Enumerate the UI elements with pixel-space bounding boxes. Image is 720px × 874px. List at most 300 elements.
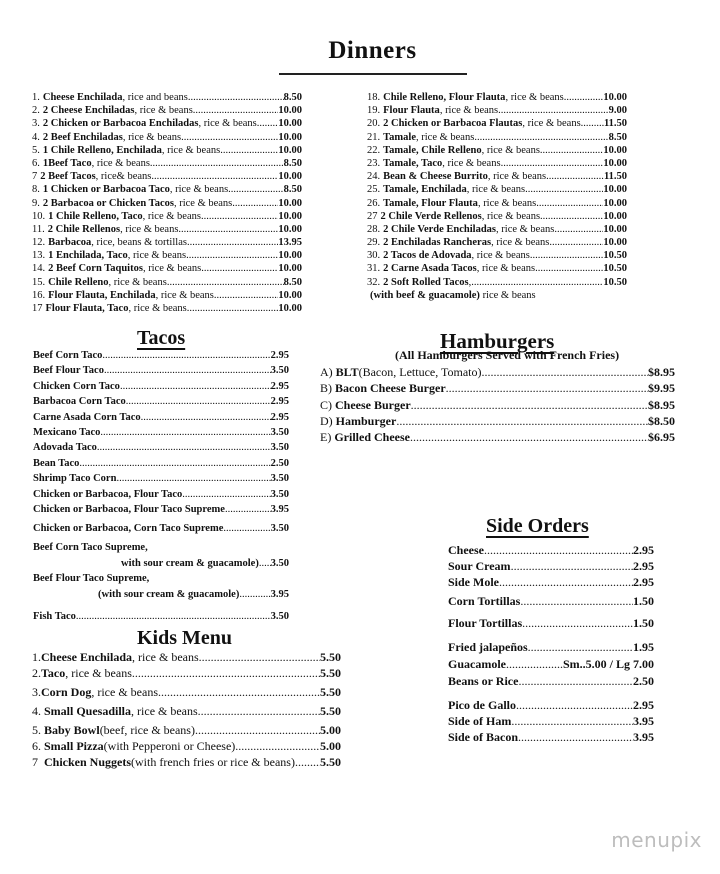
item-price: 11.50 bbox=[603, 171, 627, 183]
item-number: 4. bbox=[32, 704, 41, 718]
item-number: D) bbox=[320, 413, 333, 428]
dinner-item bbox=[32, 91, 302, 104]
kids-item bbox=[32, 754, 341, 770]
item-price: 3.50 bbox=[270, 442, 289, 454]
hamburgers-title: Hamburgers bbox=[440, 329, 555, 353]
item-price: 2.95 bbox=[270, 411, 289, 423]
dinner-item bbox=[32, 276, 302, 289]
item-price: 5.50 bbox=[320, 650, 341, 664]
item-description: , rice & beans bbox=[122, 131, 182, 143]
side-item bbox=[448, 697, 654, 713]
item-price: 10.00 bbox=[278, 105, 302, 117]
item-number: 31. bbox=[367, 263, 381, 275]
item-description: , rice & beans bbox=[128, 303, 187, 314]
item-description: (with Pepperoni or Cheese) bbox=[103, 739, 236, 753]
item-price: 5.50 bbox=[320, 755, 341, 769]
item-price: 2.95 bbox=[270, 396, 289, 408]
dinner-item bbox=[367, 131, 627, 144]
item-name: 2 Chile Verde Enchiladas bbox=[383, 223, 497, 235]
item-price: 10.00 bbox=[278, 131, 302, 143]
item-description: (with french fries or rice & beans) bbox=[131, 755, 295, 769]
item-name: Flour Flauta bbox=[383, 105, 440, 117]
item-name: Tamale, Enchilada bbox=[383, 184, 467, 196]
item-number: B) bbox=[320, 381, 332, 396]
item-number: 16. bbox=[32, 289, 46, 301]
dinner-item bbox=[367, 223, 627, 236]
item-description: , rice & beans bbox=[505, 92, 564, 103]
item-number: 19. bbox=[367, 105, 381, 117]
item-name: 2 Tacos de Adovada bbox=[383, 250, 472, 262]
dinner-item bbox=[367, 236, 627, 249]
item-price: 10.50 bbox=[603, 250, 627, 262]
item-name: Baby Bowl bbox=[44, 723, 100, 737]
side-item bbox=[448, 638, 654, 656]
item-price: 5.50 bbox=[320, 685, 341, 699]
tacos-list bbox=[33, 348, 289, 537]
dinner-item bbox=[32, 197, 302, 210]
item-description: (Bacon, Lettuce, Tomato) bbox=[358, 365, 482, 379]
item-name: 2 Chile Verde Rellenos bbox=[380, 210, 482, 222]
dinner-item bbox=[367, 170, 627, 183]
side-item bbox=[448, 713, 654, 729]
item-price: 10.00 bbox=[278, 263, 302, 275]
item-number: 26. bbox=[367, 197, 381, 209]
item-description: , rice & beans bbox=[134, 105, 193, 117]
item-description: , rice & beans bbox=[481, 210, 541, 222]
item-name: Carne Asada Corn Taco bbox=[33, 411, 141, 423]
tacos-title: Tacos bbox=[137, 327, 186, 349]
side-item bbox=[448, 574, 654, 590]
dinner-item bbox=[32, 170, 302, 183]
item-name: Flour Flauta, Taco bbox=[45, 303, 129, 314]
dinner-item bbox=[367, 197, 627, 210]
item-price: 3.50 bbox=[270, 611, 289, 622]
note-bold: (with beef & guacamole) bbox=[370, 289, 480, 301]
item-price: 5.50 bbox=[320, 666, 341, 680]
item-price: 10.00 bbox=[278, 303, 302, 314]
item-price: 2.95 bbox=[270, 380, 289, 392]
item-price: 3.95 bbox=[270, 589, 289, 600]
item-number: 25. bbox=[367, 184, 381, 196]
item-price: 10.00 bbox=[278, 210, 302, 222]
taco-item bbox=[33, 394, 289, 409]
side-item bbox=[448, 558, 654, 574]
taco-item bbox=[33, 502, 289, 517]
item-price: $8.50 bbox=[648, 413, 675, 428]
item-price: 10.00 bbox=[278, 118, 302, 130]
item-description: , rice & beans bbox=[471, 250, 530, 262]
item-name: Chicken or Barbacoa, Corn Taco Supreme bbox=[33, 523, 224, 535]
item-name: Cheese Burger bbox=[335, 397, 411, 412]
kids-list bbox=[32, 649, 341, 770]
item-price: 11.50 bbox=[603, 118, 627, 130]
item-price: 3.95 bbox=[633, 730, 654, 744]
item-price: 2.95 bbox=[270, 350, 289, 361]
taco-item bbox=[33, 348, 289, 363]
dinner-item bbox=[32, 236, 302, 249]
item-name-note: with sour cream & guacamole) bbox=[121, 558, 259, 569]
dinner-item bbox=[32, 157, 302, 170]
item-price: 10.00 bbox=[603, 223, 627, 235]
side-orders-list bbox=[448, 542, 654, 745]
item-name: Grilled Cheese bbox=[334, 430, 410, 445]
side-item bbox=[448, 542, 654, 558]
hamburgers-subtitle: (All Hamburgers Served with French Fries) bbox=[395, 348, 620, 362]
taco-item bbox=[33, 425, 289, 440]
item-description: , rice & beans bbox=[439, 105, 499, 117]
dinner-item bbox=[367, 117, 627, 130]
taco-item bbox=[33, 456, 289, 471]
item-number: 22. bbox=[367, 144, 381, 156]
item-description: , rice and beans bbox=[122, 92, 188, 103]
side-item bbox=[448, 656, 654, 673]
item-name: 2 Enchiladas Rancheras bbox=[383, 237, 492, 249]
item-number: 17 bbox=[32, 303, 43, 314]
item-name: Flour Flauta, Enchilada bbox=[48, 289, 156, 301]
item-number: C) bbox=[320, 397, 332, 412]
dinner-item bbox=[32, 131, 302, 144]
item-number: 5. bbox=[32, 144, 40, 156]
dinner-item bbox=[367, 210, 627, 223]
item-number: 11. bbox=[32, 223, 45, 235]
item-name: 2 Beef Corn Taquitos bbox=[48, 263, 143, 275]
side-item bbox=[448, 673, 654, 690]
item-name: Cheese Enchilada bbox=[42, 92, 123, 103]
item-description: , rice & beans bbox=[120, 223, 179, 235]
item-price: 10.00 bbox=[603, 197, 627, 209]
item-price: 10.00 bbox=[603, 237, 627, 249]
item-price: 3.50 bbox=[270, 488, 289, 500]
item-name: Beef Flour Taco bbox=[33, 365, 104, 377]
taco-item bbox=[33, 471, 289, 486]
item-name: Chile Relleno bbox=[48, 276, 109, 288]
item-number: 21. bbox=[367, 131, 381, 143]
item-name: 1 Chicken or Barbacoa Taco bbox=[42, 184, 170, 196]
item-number: 30. bbox=[367, 250, 381, 262]
item-price: 8.50 bbox=[283, 92, 302, 103]
item-number: 23. bbox=[367, 157, 381, 169]
item-number: 7 bbox=[32, 171, 38, 183]
item-name: Fried jalapeños bbox=[448, 640, 528, 654]
item-name: BLT bbox=[335, 365, 359, 379]
item-price: 8.50 bbox=[283, 157, 302, 169]
dinner-item bbox=[32, 183, 302, 196]
item-name: Cheese Enchilada bbox=[41, 650, 133, 664]
item-name: Corn Dog bbox=[41, 685, 92, 699]
item-number: 3. bbox=[32, 685, 41, 699]
item-name: Flour Tortillas bbox=[448, 616, 523, 630]
item-name: Shrimp Taco Corn bbox=[33, 473, 117, 485]
item-name: 1 Enchilada, Taco bbox=[48, 250, 128, 262]
item-name: Chicken Nuggets bbox=[44, 755, 132, 769]
taco-item bbox=[33, 410, 289, 425]
item-price: 8.50 bbox=[283, 184, 302, 196]
item-number: 7 bbox=[32, 755, 38, 769]
item-number: 10. bbox=[32, 210, 46, 222]
item-name: 2 Chicken or Barbacoa Enchiladas bbox=[42, 118, 199, 130]
item-name: Tamale, Taco bbox=[383, 157, 443, 169]
taco-supreme-corn bbox=[33, 541, 289, 570]
item-description: , rice & beans bbox=[161, 144, 221, 156]
dinner-item bbox=[32, 117, 302, 130]
item-number: 1. bbox=[32, 92, 40, 103]
item-name: Barbacoa Corn Taco bbox=[33, 396, 126, 408]
item-number: 27 bbox=[367, 210, 378, 222]
item-name: Bean & Cheese Burrito bbox=[383, 171, 488, 183]
item-number: 2. bbox=[32, 105, 40, 117]
item-price: 5.50 bbox=[320, 704, 341, 718]
item-description: , rice & beans bbox=[142, 210, 201, 222]
item-description: , rice & beans bbox=[491, 237, 550, 249]
item-price: 8.50 bbox=[608, 131, 627, 143]
dinner-item bbox=[32, 249, 302, 262]
item-price: 10.00 bbox=[278, 171, 302, 183]
item-description: , rice & beans bbox=[132, 650, 199, 664]
item-price: 10.00 bbox=[603, 184, 627, 196]
dinners-list-right bbox=[367, 91, 627, 302]
item-number: 2. bbox=[32, 666, 41, 680]
item-name: Taco bbox=[41, 666, 66, 680]
item-number: 28. bbox=[367, 223, 381, 235]
item-price: 3.50 bbox=[270, 365, 289, 377]
item-price: 10.00 bbox=[278, 289, 302, 301]
item-name: Fish Taco bbox=[33, 611, 76, 622]
item-name: Cheese bbox=[448, 543, 484, 557]
item-number: 14. bbox=[32, 263, 46, 275]
dinner-item bbox=[367, 91, 627, 104]
kids-item bbox=[32, 738, 341, 754]
taco-item bbox=[33, 363, 289, 378]
item-description: , rice & beans bbox=[487, 171, 547, 183]
item-description: , rice & beans bbox=[169, 184, 229, 196]
item-description: , rice & beans bbox=[481, 144, 540, 156]
item-description: , rice & beans bbox=[198, 118, 257, 130]
item-name: Beef Corn Taco Supreme, bbox=[33, 542, 148, 553]
item-name: 1Beef Taco bbox=[42, 157, 92, 169]
item-description: , rice& beans bbox=[95, 171, 152, 183]
dinner-item bbox=[32, 289, 302, 302]
item-number: 24. bbox=[367, 171, 381, 183]
item-number: 5. bbox=[32, 723, 41, 737]
item-name: Chicken or Barbacoa, Flour Taco Supreme bbox=[33, 503, 225, 515]
item-name: Pico de Gallo bbox=[448, 698, 516, 712]
item-price: 10.00 bbox=[278, 250, 302, 262]
title-divider bbox=[279, 73, 467, 75]
item-number: 6. bbox=[32, 739, 41, 753]
item-price: 2.50 bbox=[633, 674, 654, 688]
item-number: A) bbox=[320, 365, 333, 379]
kids-item bbox=[32, 649, 341, 665]
item-description: , rice & beans bbox=[91, 685, 158, 699]
item-name: Mexicano Taco bbox=[33, 426, 101, 438]
item-name: Side Mole bbox=[448, 575, 499, 589]
item-name: Chicken or Barbacoa, Flour Taco bbox=[33, 488, 183, 500]
hamburger-item bbox=[320, 429, 675, 445]
item-number: 29. bbox=[367, 237, 381, 249]
item-description: , rice & beans bbox=[127, 250, 187, 262]
taco-supreme-flour bbox=[33, 572, 289, 601]
item-number: 3. bbox=[32, 118, 40, 130]
item-description: , rice & beans bbox=[477, 197, 537, 209]
item-description: , rice & beans bbox=[442, 157, 501, 169]
item-price: 13.95 bbox=[278, 237, 302, 249]
item-price: 3.50 bbox=[270, 473, 289, 485]
taco-item bbox=[33, 379, 289, 394]
item-number: 20. bbox=[367, 118, 381, 130]
item-price: $8.95 bbox=[648, 397, 675, 412]
item-name: Sour Cream bbox=[448, 559, 511, 573]
item-price: 5.00 bbox=[320, 739, 341, 753]
dinner-item bbox=[367, 157, 627, 170]
item-name: Adovada Taco bbox=[33, 442, 97, 454]
item-name: Tamale, Flour Flauta bbox=[383, 197, 478, 209]
item-name: Small Quesadilla bbox=[44, 704, 132, 718]
item-price: 3.50 bbox=[270, 426, 289, 438]
kids-item bbox=[32, 684, 341, 700]
item-price: 2.95 bbox=[633, 698, 654, 712]
item-name: Small Pizza bbox=[44, 739, 104, 753]
kids-item bbox=[32, 722, 341, 738]
dinner-item bbox=[367, 276, 627, 289]
item-name-note: (with sour cream & guacamole) bbox=[98, 589, 240, 600]
item-price: $8.95 bbox=[648, 365, 675, 379]
item-number: 15. bbox=[32, 276, 46, 288]
item-description: , rice & beans bbox=[131, 704, 198, 718]
side-item bbox=[448, 592, 654, 610]
item-name: Side of Bacon bbox=[448, 730, 519, 744]
dinner-item bbox=[32, 262, 302, 275]
item-description: , rice & beans bbox=[416, 131, 475, 143]
item-price: 9.00 bbox=[608, 105, 627, 117]
kids-item bbox=[32, 703, 341, 719]
item-name: 2 Carne Asada Tacos bbox=[383, 263, 477, 275]
item-price: 10.50 bbox=[603, 276, 627, 288]
item-name: 2 Cheese Enchiladas bbox=[42, 105, 135, 117]
item-name: Side of Ham bbox=[448, 714, 512, 728]
side-item bbox=[448, 729, 654, 745]
item-price: 1.50 bbox=[633, 594, 654, 608]
item-price: 8.50 bbox=[283, 276, 302, 288]
item-price: 10.00 bbox=[603, 92, 627, 103]
item-number: 12. bbox=[32, 237, 46, 249]
item-price: $6.95 bbox=[648, 430, 675, 445]
dinner-item bbox=[367, 183, 627, 196]
dinner-item bbox=[32, 144, 302, 157]
item-price: 10.50 bbox=[603, 263, 627, 275]
item-price: 3.95 bbox=[633, 714, 654, 728]
item-name: 2 Chile Rellenos bbox=[47, 223, 121, 235]
item-name: 2 Beef Enchiladas bbox=[42, 131, 123, 143]
item-number: 4. bbox=[32, 131, 40, 143]
taco-item bbox=[33, 440, 289, 455]
taco-item bbox=[33, 521, 289, 536]
item-description: , rice & beans bbox=[476, 263, 536, 275]
taco-item bbox=[33, 610, 289, 623]
item-name: Corn Tortillas bbox=[448, 594, 521, 608]
item-description: , bbox=[468, 276, 472, 288]
dinner-item-note bbox=[367, 289, 627, 302]
item-name: Tamale bbox=[383, 131, 416, 143]
item-price: 10.00 bbox=[278, 197, 302, 209]
item-price: Sm..5.00 / Lg 7.00 bbox=[562, 657, 654, 671]
hamburger-item bbox=[320, 397, 675, 413]
item-price: 10.00 bbox=[603, 210, 627, 222]
item-number: 9. bbox=[32, 197, 40, 209]
item-name: Bacon Cheese Burger bbox=[335, 381, 446, 396]
item-name: Barbacoa bbox=[48, 237, 92, 249]
item-name: Guacamole bbox=[448, 657, 506, 671]
item-description: , rice & beans bbox=[155, 289, 214, 301]
item-number: 32. bbox=[367, 276, 381, 288]
item-price: 2.50 bbox=[270, 457, 289, 469]
hamburgers-list bbox=[320, 364, 675, 445]
item-name: Chile Relleno, Flour Flauta bbox=[383, 92, 506, 103]
taco-item bbox=[33, 487, 289, 502]
item-name: Beef Corn Taco bbox=[33, 350, 103, 361]
item-name: 2 Barbacoa or Chicken Tacos bbox=[42, 197, 174, 209]
item-description: , rice & beans bbox=[91, 157, 150, 169]
dinner-item bbox=[32, 104, 302, 117]
item-price: 2.95 bbox=[633, 575, 654, 589]
dinner-item bbox=[32, 210, 302, 223]
item-price: 1.50 bbox=[633, 616, 654, 630]
item-description: , rice & beans bbox=[173, 197, 233, 209]
item-price: 3.95 bbox=[270, 503, 289, 515]
dinner-item bbox=[32, 223, 302, 236]
item-name: Tamale, Chile Relleno bbox=[383, 144, 482, 156]
hamburger-item bbox=[320, 364, 675, 380]
hamburger-item bbox=[320, 380, 675, 396]
item-name: 2 Beef Tacos bbox=[40, 171, 96, 183]
item-name: 1 Chile Relleno, Enchilada bbox=[42, 144, 162, 156]
item-number: 6. bbox=[32, 157, 40, 169]
item-name: Beans or Rice bbox=[448, 674, 519, 688]
item-price: 3.50 bbox=[270, 558, 289, 569]
item-price: 10.00 bbox=[278, 223, 302, 235]
item-description: , rice & beans bbox=[65, 666, 132, 680]
dinner-item bbox=[367, 249, 627, 262]
item-number: 13. bbox=[32, 250, 46, 262]
item-price: 1.95 bbox=[633, 640, 654, 654]
item-price: 10.00 bbox=[603, 157, 627, 169]
item-price: 2.95 bbox=[633, 543, 654, 557]
dinners-list-left bbox=[32, 91, 302, 315]
item-price: 3.50 bbox=[270, 523, 289, 535]
item-number: 8. bbox=[32, 184, 40, 196]
item-description: , rice & beans bbox=[496, 223, 555, 235]
item-name: 2 Chicken or Barbacoa Flautas bbox=[383, 118, 523, 130]
item-name: 1 Chile Relleno, Taco bbox=[48, 210, 143, 222]
item-description: , rice & beans bbox=[522, 118, 581, 130]
item-description: , rice & beans bbox=[108, 276, 167, 288]
item-name: 2 Soft Rolled Tacos bbox=[383, 276, 469, 288]
side-item bbox=[448, 614, 654, 632]
item-description: , rice, beans & tortillas bbox=[91, 237, 187, 249]
item-price: $9.95 bbox=[648, 381, 675, 396]
item-number: 18. bbox=[367, 92, 381, 103]
kids-item bbox=[32, 665, 341, 681]
item-number: E) bbox=[320, 430, 332, 445]
menupix-watermark: menupix bbox=[611, 828, 702, 852]
item-name: Beef Flour Taco Supreme, bbox=[33, 573, 150, 584]
item-name: Hamburger bbox=[335, 413, 397, 428]
item-price: 2.95 bbox=[633, 559, 654, 573]
item-name: Chicken Corn Taco bbox=[33, 380, 120, 392]
dinner-item bbox=[32, 302, 302, 315]
dinner-item bbox=[367, 104, 627, 117]
item-price: 5.00 bbox=[320, 723, 341, 737]
item-description: (beef, rice & beans) bbox=[99, 723, 195, 737]
